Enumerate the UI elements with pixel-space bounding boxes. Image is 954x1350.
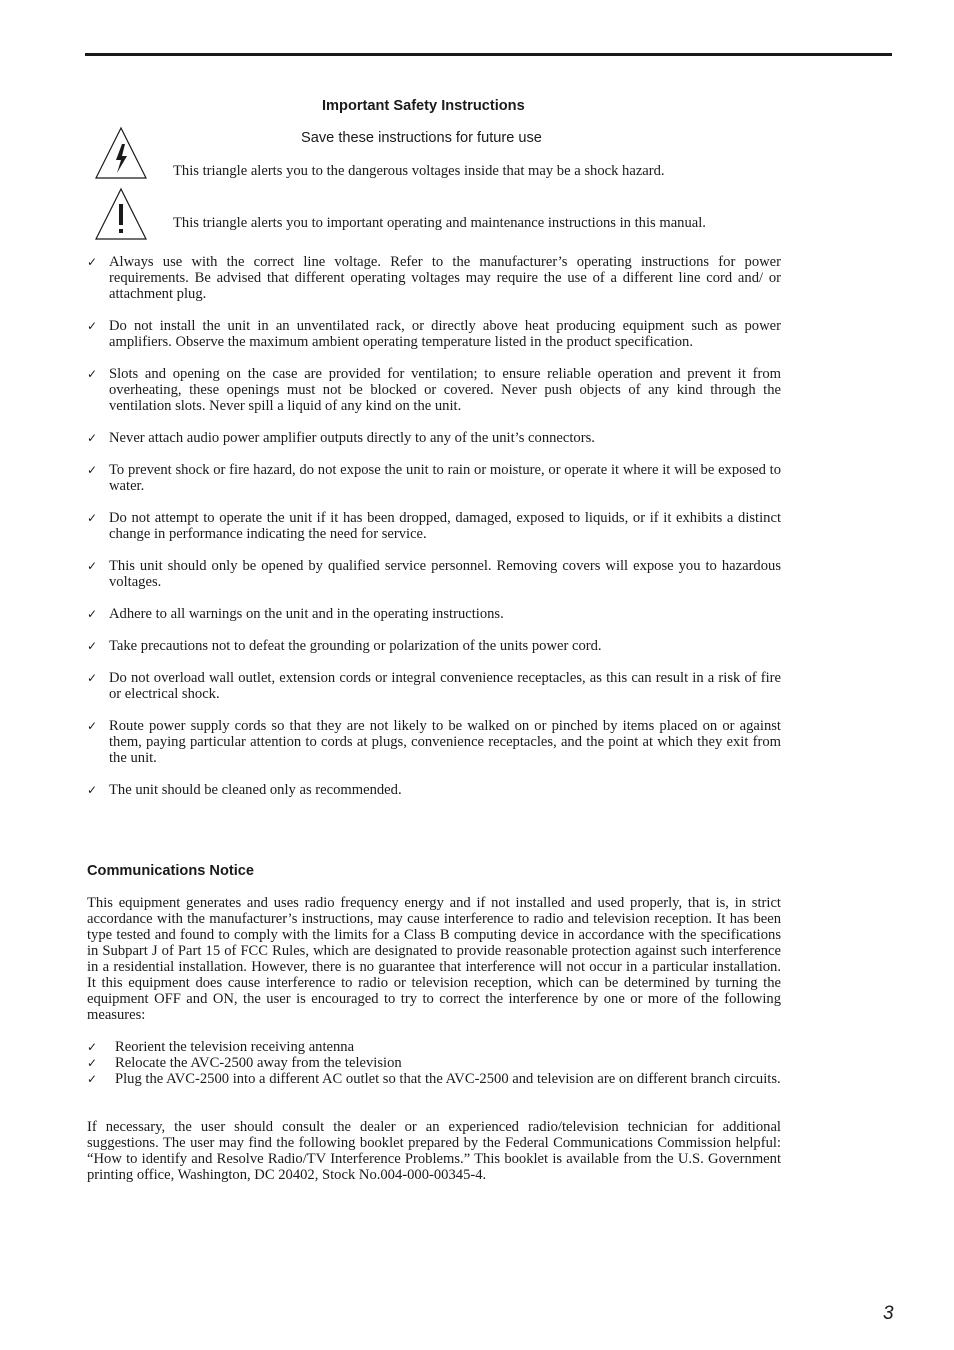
checkmark-icon: ✓ [87,783,98,797]
list-item [87,366,781,414]
checkmark-icon: ✓ [87,431,98,445]
checkmark-icon: ✓ [87,1072,98,1086]
page-title: Important Safety Instructions [322,98,525,114]
checkmark-icon: ✓ [87,511,98,525]
list-item-text: Relocate the AVC-2500 away from the television [115,1055,402,1071]
checkmark-icon: ✓ [87,719,98,733]
list-item [87,782,781,798]
list-item-text: Slots and opening on the case are provided for ventilation; to ensure reliable operation and prevent it from overheating, these openings must not be blocked or covered. Never push objects of any kind through the ventilation slots. Never spill a liquid of any kind on the unit. [109,366,781,414]
safety-list [87,254,781,814]
list-item-text: Route power supply cords so that they are not likely to be walked on or pinched by items placed on or against them, paying particular attention to cords at plugs, convenience receptacles, and the point at which they exit from the unit. [109,718,781,766]
checkmark-icon: ✓ [87,559,98,573]
list-item-text: Do not attempt to operate the unit if it has been dropped, damaged, exposed to liquids, or if it exhibits a distinct change in performance indicating the need for service. [109,510,781,542]
list-item-text: To prevent shock or fire hazard, do not expose the unit to rain or moisture, or operate it where it will be exposed to water. [109,462,781,494]
checkmark-icon: ✓ [87,367,98,381]
alert-text-instructions: This triangle alerts you to important operating and maintenance instructions in this manual. [173,215,706,231]
communications-paragraph: This equipment generates and uses radio frequency energy and if not installed and used properly, that is, in strict accordance with the manufacturer’s instructions, may cause interference to radio and television reception. It has been type tested and found to comply with the limits for a Class B computing device in accordance with the specifications in Subpart J of Part 15 of FCC Rules, which are designated to provide reasonable protection against such interference in a residential installation. However, there is no guarantee that interference will not occur in a particular installation. It this equipment does cause interference to radio or television reception, which can be determined by turning the equipment OFF and ON, the user is encouraged to try to correct the interference by one or more of the following measures: [87,895,781,1023]
list-item [87,558,781,590]
list-item [87,318,781,350]
booklet-paragraph: If necessary, the user should consult the dealer or an experienced radio/television technician for additional suggestions. The user may find the following booklet prepared by the Federal Communications Commission helpful: “How to identify and Resolve Radio/TV Interference Problems.” This booklet is available from the U.S. Government printing office, Washington, DC 20402, Stock No.004-000-00345-4. [87,1119,781,1183]
list-item [87,462,781,494]
exclamation-triangle-icon [94,187,148,241]
alert-text-voltage: This triangle alerts you to the dangerous voltages inside that may be a shock hazard. [173,163,665,179]
list-item-text: Plug the AVC-2500 into a different AC outlet so that the AVC-2500 and television are on different branch circuits. [115,1071,781,1087]
list-item-text: Do not overload wall outlet, extension cords or integral convenience receptacles, as this can result in a risk of fire or electrical shock. [109,670,781,702]
list-item [87,1039,781,1055]
list-item-text: Do not install the unit in an unventilated rack, or directly above heat producing equipment such as power amplifiers. Observe the maximum ambient operating temperature listed in the product specification. [109,318,781,350]
list-item [87,1055,781,1071]
list-item-text: Adhere to all warnings on the unit and in the operating instructions. [109,606,504,622]
checkmark-icon: ✓ [87,319,98,333]
checkmark-icon: ✓ [87,255,98,269]
lightning-triangle-icon [94,126,148,180]
list-item-text: Always use with the correct line voltage. Refer to the manufacturer’s operating instructions for power requirements. Be advised that different operating voltages may require the use of a different line cord and/ or attachment plug. [109,254,781,302]
list-item [87,638,781,654]
checkmark-icon: ✓ [87,463,98,477]
list-item [87,430,781,446]
list-item [87,606,781,622]
list-item-text: Never attach audio power amplifier outputs directly to any of the unit’s connectors. [109,430,595,446]
top-rule [85,53,892,56]
checkmark-icon: ✓ [87,607,98,621]
list-item [87,510,781,542]
measures-list [87,1039,781,1087]
page-subtitle: Save these instructions for future use [301,130,542,146]
list-item-text: Reorient the television receiving antenna [115,1039,355,1055]
section-heading: Communications Notice [87,863,255,879]
checkmark-icon: ✓ [87,1040,98,1054]
checkmark-icon: ✓ [87,639,98,653]
list-item-text: Take precautions not to defeat the grounding or polarization of the units power cord. [109,638,602,654]
list-item-text: This unit should only be opened by qualified service personnel. Removing covers will expose you to hazardous voltages. [109,558,781,590]
list-item [87,718,781,766]
checkmark-icon: ✓ [87,671,98,685]
list-item [87,1071,781,1087]
list-item [87,254,781,302]
list-item [87,670,781,702]
list-item-text: The unit should be cleaned only as recommended. [109,782,402,798]
page-number: 3 [883,1303,894,1324]
checkmark-icon: ✓ [87,1056,98,1070]
